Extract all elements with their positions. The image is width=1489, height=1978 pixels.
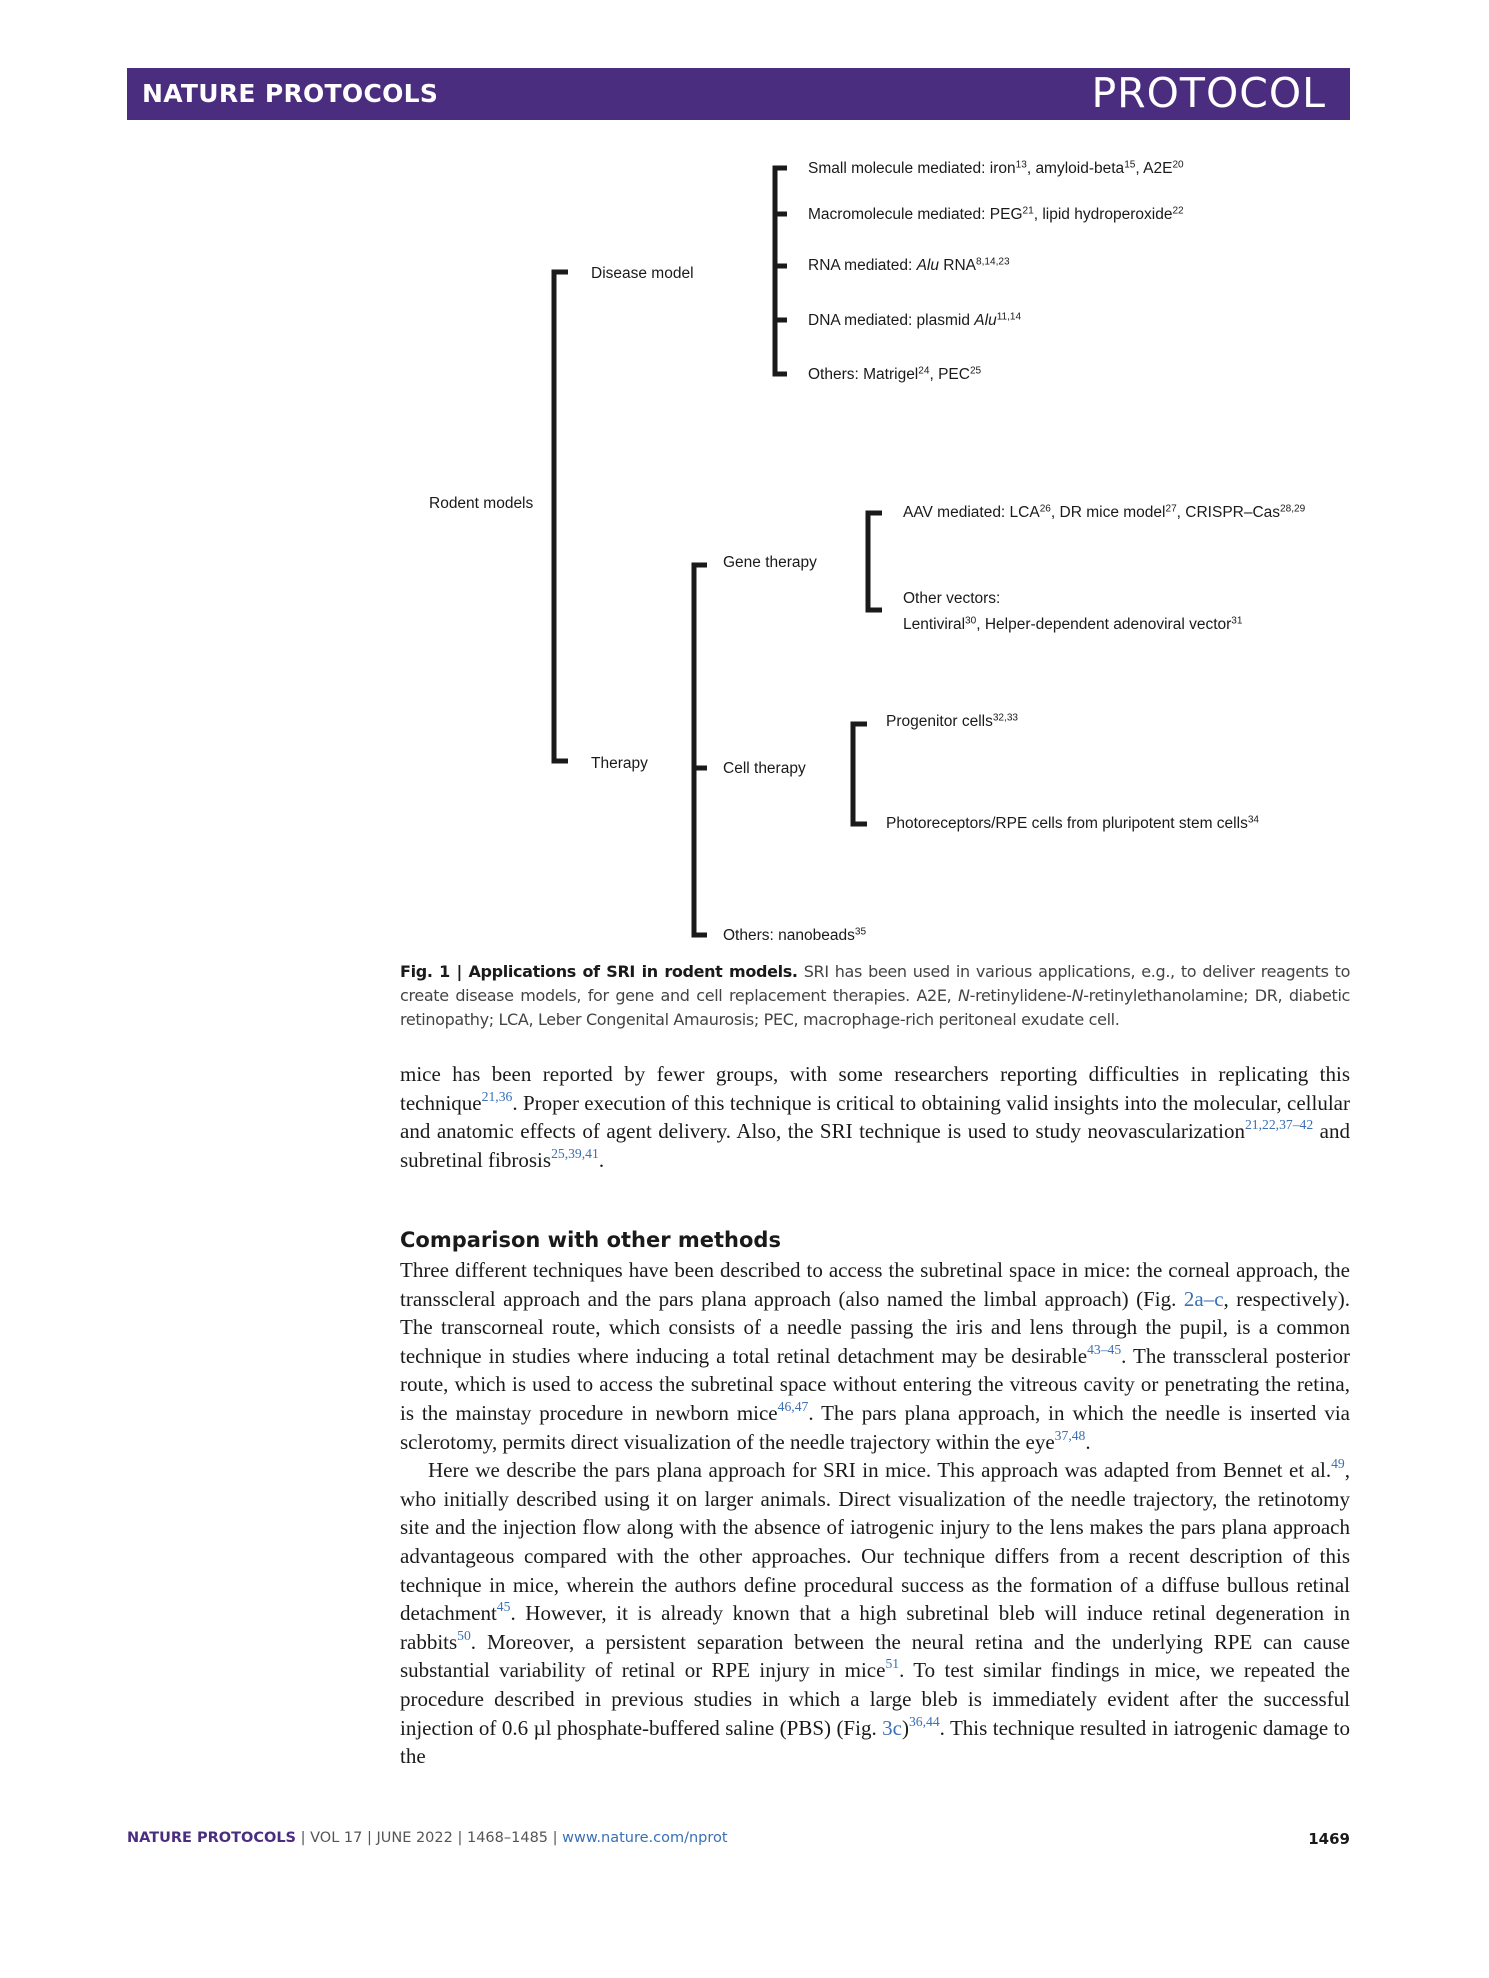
citation[interactable]: 50 (457, 1627, 471, 1643)
cell-therapy-label: Cell therapy (723, 760, 806, 777)
citation[interactable]: 36,44 (908, 1713, 940, 1729)
footer-pages: 1468–1485 (466, 1830, 549, 1846)
footer-journal: NATURE PROTOCOLS (127, 1830, 297, 1846)
footer-url[interactable]: www.nature.com/nprot (562, 1830, 728, 1846)
cell-item-progenitor: Progenitor cells$^{32,33}$ (886, 712, 1019, 730)
disease-bracket (775, 168, 787, 374)
disease-item-small-molecule: Small molecule mediated: iron$^{13}$, amyloid-beta$^{15}$, $A2E^{20}$ (808, 159, 1184, 177)
figure-link[interactable]: 2a–c (1183, 1286, 1224, 1311)
figure-caption: Fig. 1 | Applications of SRI in rodent models. SRI has been used in various applications, e.g., to deliver reagents to create disease models, for gene and cell replacement therapies. A2E, N-retinylidene-N-retinylethanolamine; DR, diabetic retinopathy; LCA, Leber Congenital Amaurosis; PEC, macrophage-rich peritoneal exudate cell. (400, 962, 1351, 1029)
gene-item-other-vectors: Lentiviral$^{30}$, Helper-dependent adenoviral vector$^{31}$ (903, 615, 1243, 633)
article-type: PROTOCOL (1091, 69, 1326, 117)
figure-1 (0, 0, 1489, 960)
caption-label: Fig. 1 | Applications of SRI in rodent models. (400, 962, 798, 981)
citation[interactable]: 21,22,37–42 (1244, 1117, 1314, 1133)
citation[interactable]: 49 (1331, 1456, 1345, 1472)
disease-item-rna: RNA mediated: Alu RNA$^{8,14,23}$ (808, 256, 1010, 274)
gene-therapy-label: Gene therapy (723, 554, 817, 571)
citation[interactable]: 46,47 (777, 1399, 809, 1415)
page-number: 1469 (1308, 1830, 1350, 1848)
figure-link[interactable]: 3c (882, 1715, 902, 1740)
citation[interactable]: 43–45 (1087, 1341, 1122, 1357)
citation[interactable]: 37,48 (1054, 1427, 1086, 1443)
body-paragraph-3: Here we describe the pars plana approach for SRI in mice. This approach was adapted from Bennet et al.$^{49}$, who initially described using it on larger animals. Direct visualization of the needle trajectory, the retinotomy site and the injection flow along with the absence of iatrogenic injury to the lens makes the pars plana approach advantageous compared with the other approaches. Our technique differs from a recent description of this technique in mice, wherein the authors define procedural success as the formation of a diffuse bullous retinal detachment$^{45}$. However, it is already known that a high subretinal bleb will induce retinal degeneration in rabbits$^{50}$. Moreover, a persistent separation between the neural retina and the underlying RPE can cause substantial variability of retinal or RPE injury in mice$^{51}$. To test similar findings in mice, we repeated the procedure described in previous studies in which a large bleb is immediately evident after the successful injection of 0.6 µl phosphate-buffered saline (PBS) (Fig. 3c)$^{36,44}$. This technique resulted in iatrogenic damage to the (400, 1456, 1350, 1769)
section-heading: Comparison with other methods (400, 1228, 781, 1252)
root-label: Rodent models (429, 495, 534, 512)
tree-brackets (0, 0, 1489, 960)
citation[interactable]: 25,39,41 (551, 1145, 599, 1161)
body-paragraph-1: mice has been reported by fewer groups, with some researchers reporting difficulties in replicating this technique$^{21,36}$. Proper execution of this technique is critical to obtaining valid insights into the molecular, cellular and anatomic effects of agent delivery. Also, the SRI technique is used to study neovascularization$^{21,22,37-42}$ and subretinal fibrosis$^{25,39,41}$. (400, 1062, 1350, 1172)
therapy-others: Others: nanobeads$^{35}$ (723, 926, 867, 944)
journal-name: NATURE PROTOCOLS (142, 79, 439, 108)
root-bracket (554, 272, 568, 761)
cell-bracket (853, 724, 867, 824)
citation[interactable]: 51 (885, 1656, 900, 1672)
gene-bracket (868, 513, 882, 610)
footer-date: JUNE 2022 (376, 1830, 453, 1846)
body-paragraph-2: Three different techniques have been described to access the subretinal space in mice: the corneal approach, the transscleral approach and the pars plana approach (also named the limbal approach) (Fig. 2a–c, respectively). The transcorneal route, which consists of a needle passing the iris and lens through the pupil, is a common technique in studies where inducing a total retinal detachment may be desirable$^{43-45}$. The transscleral posterior route, which is used to access the subretinal space without entering the vitreous cavity or penetrating the retina, is the mainstay procedure in newborn mice$^{46,47}$. The pars plana approach, in which the needle is inserted via sclerotomy, permits direct visualization of the needle trajectory within the eye$^{37,48}$. (400, 1258, 1350, 1454)
disease-item-others: Others: Matrigel$^{24}$, PEC$^{25}$ (808, 365, 982, 383)
gene-item-other-title: Other vectors: (903, 590, 1001, 607)
citation[interactable]: 21,36 (481, 1088, 513, 1104)
therapy-bracket (694, 565, 707, 935)
footer-citation: NATURE PROTOCOLS | VOL 17 | JUNE 2022 | 1468–1485 | www.nature.com/nprot (127, 1830, 728, 1846)
disease-model-label: Disease model (591, 265, 694, 282)
body-section-text (400, 1256, 1350, 1771)
citation[interactable]: 45 (496, 1599, 511, 1615)
cell-item-photoreceptors: Photoreceptors/RPE cells from pluripotent stem cells$^{34}$ (886, 814, 1260, 832)
footer-volume: VOL 17 (310, 1830, 363, 1846)
disease-item-dna: DNA mediated: plasmid Alu$^{11,14}$ (808, 311, 1022, 329)
disease-item-macromolecule: Macromolecule mediated: PEG$^{21}$, lipid hydroperoxide$^{22}$ (808, 205, 1184, 223)
gene-item-aav: AAV mediated: LCA$^{26}$, DR mice model$^{27}$, CRISPR–Cas$^{28,29}$ (903, 503, 1306, 521)
therapy-label: Therapy (591, 755, 648, 772)
